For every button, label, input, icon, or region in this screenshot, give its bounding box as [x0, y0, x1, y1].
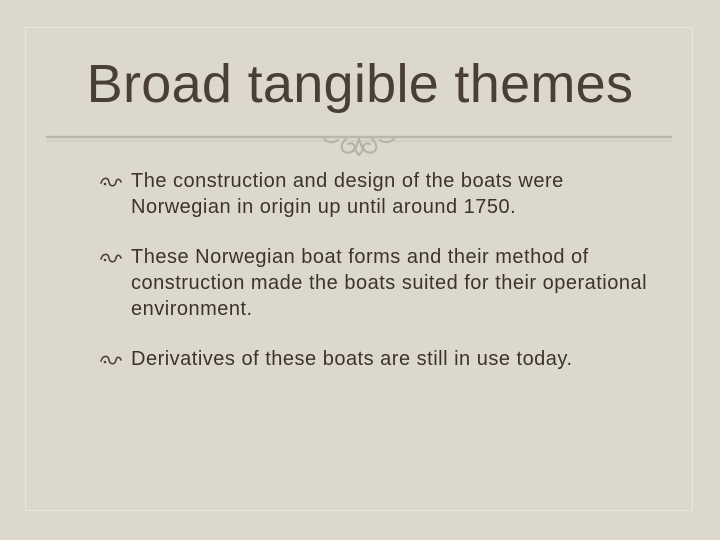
bullet-item — [100, 346, 660, 372]
flourish-bullet-icon — [100, 252, 122, 264]
flourish-bullet-icon — [100, 354, 122, 366]
bullet-item — [100, 244, 660, 322]
bullet-text: The construction and design of the boats were Norwegian in origin up until around 1750. — [131, 170, 564, 218]
bullet-text: These Norwegian boat forms and their method of construction made the boats suited for their operational environment. — [131, 246, 648, 320]
bullet-item — [100, 168, 660, 220]
divider-ornament-icon — [46, 128, 672, 160]
flourish-bullet-icon — [100, 176, 122, 188]
bullet-list — [100, 168, 660, 396]
slide-title: Broad tangible themes — [86, 54, 634, 114]
bullet-text: Derivatives of these boats are still in use today. — [131, 348, 573, 370]
